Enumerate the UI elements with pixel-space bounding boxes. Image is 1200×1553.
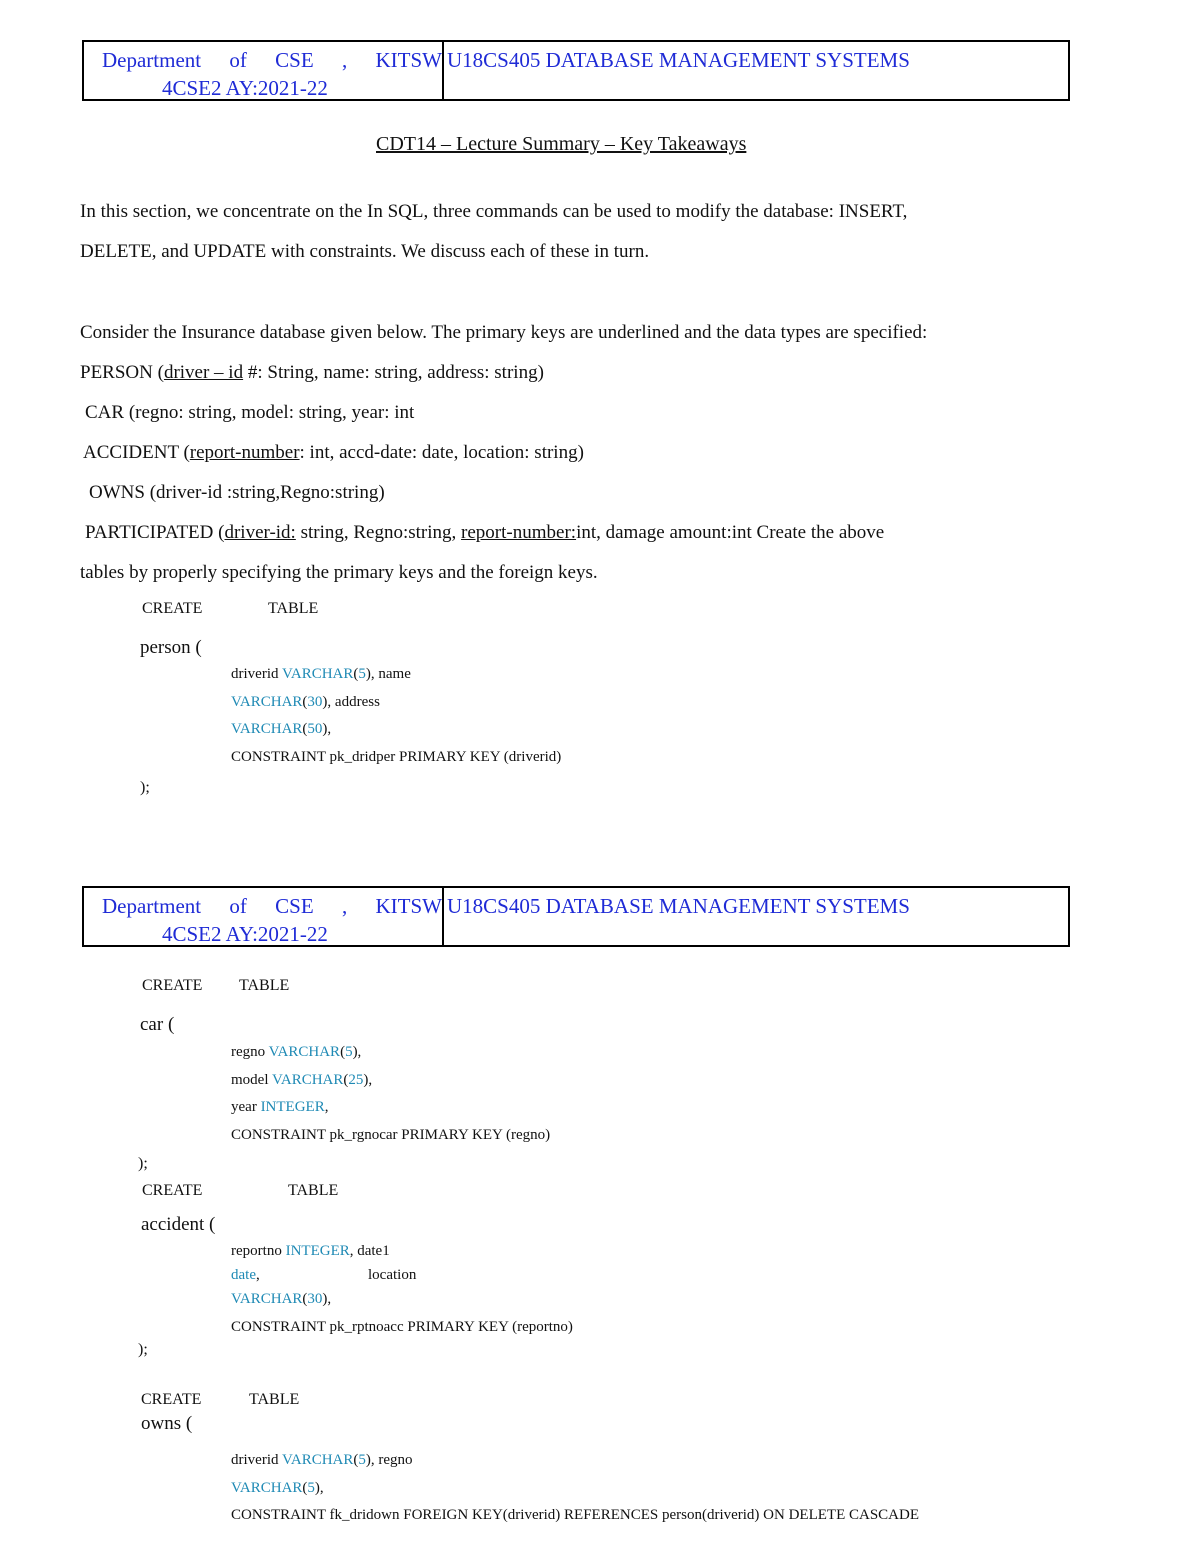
table-keyword: TABLE — [239, 977, 290, 994]
sql-size: 30 — [307, 1291, 323, 1307]
code-text: ( — [353, 666, 359, 682]
primary-key: report-number: — [461, 522, 577, 543]
sql-size: 5 — [345, 1044, 353, 1060]
car-constraint: CONSTRAINT pk_rgnocar PRIMARY KEY (regno) — [231, 1127, 551, 1143]
accident-col-line — [231, 1243, 390, 1260]
sql-size: 5 — [358, 666, 366, 682]
owns-col-line — [231, 1480, 324, 1497]
sql-type: VARCHAR — [231, 1291, 303, 1307]
code-text: ( — [302, 1480, 308, 1496]
dept-word: of — [229, 48, 247, 72]
page-header-2 — [82, 886, 1070, 947]
create-keyword: CREATE — [141, 1391, 202, 1408]
code-text: reportno — [231, 1243, 286, 1259]
code-text: model — [231, 1072, 272, 1088]
sql-type: VARCHAR — [231, 694, 303, 710]
dept-word: , — [341, 894, 348, 918]
header-divider — [442, 888, 444, 945]
sql-type: VARCHAR — [231, 1480, 303, 1496]
code-text: , date1 — [349, 1243, 390, 1259]
code-text: ), — [314, 1480, 324, 1496]
person-table-name: person ( — [140, 637, 202, 658]
sql-type: VARCHAR — [268, 1044, 341, 1060]
close-paren: ); — [140, 779, 150, 796]
code-text: driverid — [231, 1452, 282, 1468]
code-text: ( — [340, 1044, 346, 1060]
close-paren: ); — [138, 1155, 148, 1172]
primary-key: driver – id — [163, 362, 244, 383]
schema-text: #: String, name: string, address: string) — [243, 362, 544, 383]
schema-text: string, Regno:string, — [295, 522, 462, 543]
accident-col-line — [231, 1267, 260, 1284]
page-header-1 — [82, 40, 1070, 101]
create-keyword: CREATE — [142, 977, 203, 994]
dept-word: Department — [102, 48, 202, 72]
schema-text: PARTICIPATED ( — [85, 522, 225, 543]
schema-owns: OWNS (driver-id :string,Regno:string) — [89, 482, 385, 503]
car-table-name: car ( — [140, 1014, 175, 1035]
accident-table-name: accident ( — [141, 1214, 216, 1235]
code-text: , — [324, 1099, 329, 1115]
dept-word: KITSW — [375, 894, 442, 918]
sql-type: VARCHAR — [231, 721, 303, 737]
owns-col-line — [231, 1452, 413, 1469]
code-text: regno — [231, 1044, 269, 1060]
sql-type: VARCHAR — [271, 1072, 344, 1088]
schema-text: ACCIDENT ( — [83, 442, 190, 463]
code-text: ( — [302, 721, 308, 737]
table-keyword: TABLE — [249, 1391, 300, 1408]
sql-type: VARCHAR — [281, 666, 354, 682]
accident-constraint: CONSTRAINT pk_rptnoacc PRIMARY KEY (reportno) — [231, 1319, 573, 1335]
close-paren: ); — [138, 1341, 148, 1358]
code-text: ( — [302, 1291, 308, 1307]
person-constraint: CONSTRAINT pk_dridper PRIMARY KEY (driverid) — [231, 749, 562, 765]
course-title: U18CS405 DATABASE MANAGEMENT SYSTEMS — [447, 894, 910, 918]
dept-word: , — [341, 48, 348, 72]
schema-text: int, damage amount:int Create the above — [576, 522, 885, 543]
schema-participated — [85, 522, 884, 544]
sql-type: VARCHAR — [281, 1452, 354, 1468]
class-year-label: 4CSE2 AY:2021-22 — [162, 76, 328, 100]
intro-line-1: In this section, we concentrate on the In SQL, three commands can be used to modify the database: INSERT, — [80, 201, 908, 222]
owns-constraint: CONSTRAINT fk_dridown FOREIGN KEY(driverid) REFERENCES person(driverid) ON DELETE CASCADE — [231, 1507, 919, 1523]
code-text: ), — [322, 721, 332, 737]
car-col-line — [231, 1099, 328, 1116]
primary-key: driver-id: — [224, 522, 296, 543]
code-text: ), — [322, 1291, 332, 1307]
class-year-label: 4CSE2 AY:2021-22 — [162, 922, 328, 946]
department-label — [102, 48, 442, 73]
page-title: CDT14 – Lecture Summary – Key Takeaways — [376, 133, 747, 155]
code-text: ), address — [322, 694, 380, 710]
sql-size: 25 — [348, 1072, 364, 1088]
sql-type: date — [231, 1267, 256, 1283]
schema-intro: Consider the Insurance database given below. The primary keys are underlined and the data types are specified: — [80, 322, 928, 343]
car-col-line — [231, 1072, 372, 1089]
sql-type: INTEGER — [285, 1243, 350, 1259]
person-col-line — [231, 721, 331, 738]
header-divider — [442, 42, 444, 99]
person-col-line — [231, 694, 380, 711]
code-text: ), name — [365, 666, 411, 682]
schema-person — [80, 362, 544, 384]
sql-size: 50 — [307, 721, 323, 737]
intro-line-2: DELETE, and UPDATE with constraints. We discuss each of these in turn. — [80, 241, 650, 262]
accident-col-location: location — [368, 1267, 417, 1283]
code-text: year — [231, 1099, 261, 1115]
dept-word: KITSW — [375, 48, 442, 72]
person-col-line — [231, 666, 411, 683]
sql-size: 5 — [307, 1480, 315, 1496]
table-keyword: TABLE — [268, 600, 319, 617]
code-text: ), — [352, 1044, 362, 1060]
create-keyword: CREATE — [142, 1182, 203, 1199]
schema-accident — [83, 442, 584, 464]
schema-car: CAR (regno: string, model: string, year: int — [85, 402, 415, 423]
accident-col-line — [231, 1291, 331, 1308]
dept-word: of — [229, 894, 247, 918]
schema-closing: tables by properly specifying the primary keys and the foreign keys. — [80, 562, 598, 583]
dept-word: CSE — [275, 48, 314, 72]
sql-size: 5 — [358, 1452, 366, 1468]
course-title: U18CS405 DATABASE MANAGEMENT SYSTEMS — [447, 48, 910, 72]
car-col-line — [231, 1044, 361, 1061]
code-text: , — [255, 1267, 260, 1283]
code-text: ( — [353, 1452, 359, 1468]
create-keyword: CREATE — [142, 600, 203, 617]
schema-text: PERSON ( — [80, 362, 164, 383]
code-text: ( — [302, 694, 308, 710]
sql-size: 30 — [307, 694, 323, 710]
dept-word: Department — [102, 894, 202, 918]
schema-text: : int, accd-date: date, location: string) — [299, 442, 584, 463]
code-text: ( — [343, 1072, 349, 1088]
owns-table-name: owns ( — [141, 1413, 193, 1434]
code-text: driverid — [231, 666, 282, 682]
department-label — [102, 894, 442, 919]
code-text: ), regno — [365, 1452, 413, 1468]
table-keyword: TABLE — [288, 1182, 339, 1199]
dept-word: CSE — [275, 894, 314, 918]
code-text: ), — [363, 1072, 373, 1088]
sql-type: INTEGER — [260, 1099, 325, 1115]
primary-key: report-number — [189, 442, 300, 463]
